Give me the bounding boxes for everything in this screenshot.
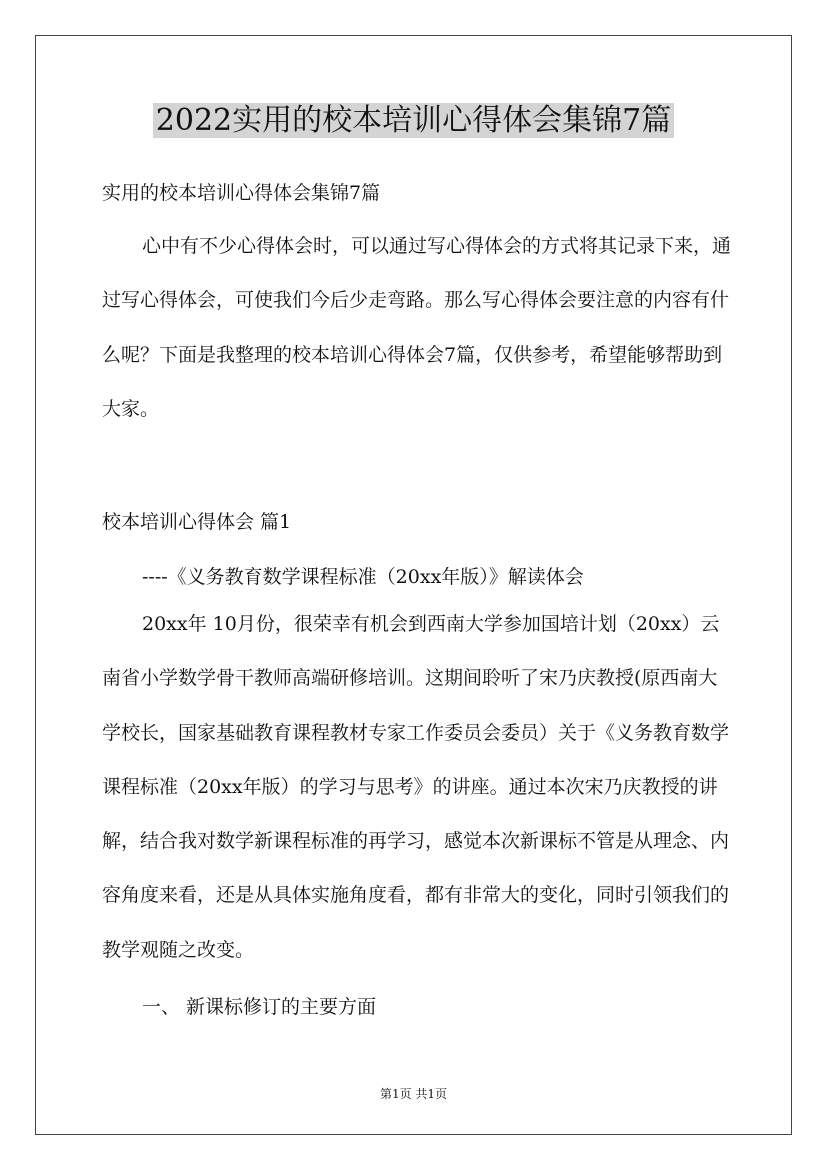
document-subtitle: 实用的校本培训心得体会集锦7篇 (102, 182, 381, 204)
body-paragraph: 20xx年 10月份，很荣幸有机会到西南大学参加国培计划（20xx）云南省小学数学骨干教师高端研修培训。这期间聆听了宋乃庆教授(原西南大学校长，国家基础教育课程教材专家工作委员会委员）关于《义务教育数学课程标准（20xx年版）的学习与思考》的讲座。通过本次宋乃庆教授的讲解，结合我对数学新课程标准的再学习，感觉本次新课标不管是从理念、内容角度来看，还是从具体实施角度看，都有非常大的变化，同时引领我们的教学观随之改变。 (102, 613, 730, 961)
section-subtitle: ----《义务教育数学课程标准（20xx年版）》解读体会 (142, 566, 584, 588)
page-footer: 第1页 共1页 (379, 1087, 448, 1101)
section-heading: 校本培训心得体会 篇1 (102, 511, 292, 533)
intro-paragraph: 心中有不少心得体会时，可以通过写心得体会的方式将其记录下来，通过写心得体会，可使我们今后少走弯路。那么写心得体会要注意的内容有什么呢？下面是我整理的校本培训心得体会7篇，仅供参考，希望能够帮助到大家。 (102, 235, 732, 420)
list-heading: 一、 新课标修订的主要方面 (142, 996, 377, 1018)
document-title: 2022实用的校本培训心得体会集锦7篇 (0, 98, 827, 144)
